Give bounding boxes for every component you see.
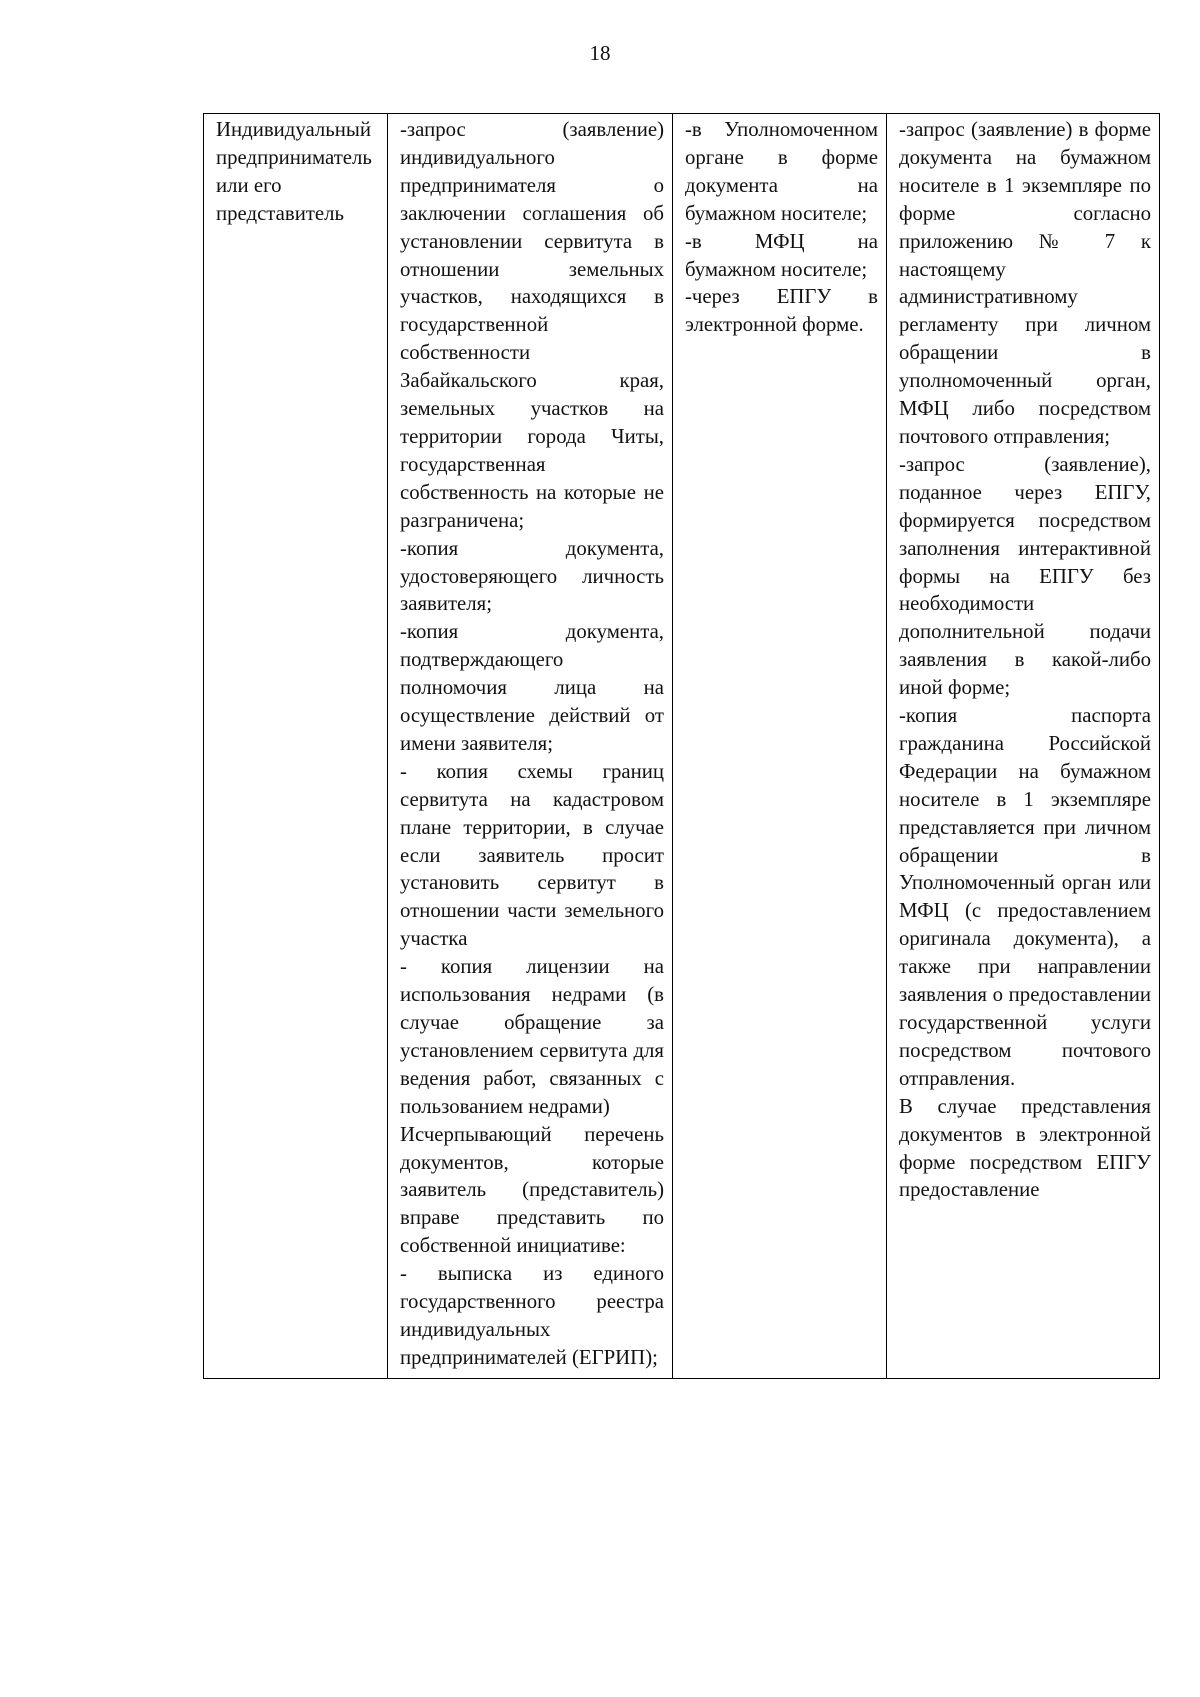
documents-cell — [388, 114, 673, 1379]
requirement-item: В случае представления документов в электронной форме посредством ЕПГУ предоставление — [899, 1094, 1151, 1202]
document-item: - копия схемы границ сервитута на кадастровом плане территории, в случае если заявитель просит установить сервитут в отношении части земельного участка — [400, 759, 664, 951]
submission-methods-cell — [673, 114, 887, 1379]
requirement-item: -запрос (заявление), поданное через ЕПГУ, формируется посредством заполнения интерактивной формы на ЕПГУ без необходимости дополнительной подачи заявления в какой-либо иной форме; — [899, 452, 1151, 700]
requirement-item: -копия паспорта гражданина Российской Федерации на бумажном носителе в 1 экземпляре представляется при личном обращении в Уполномоченный орган или МФЦ (с предоставлением оригинала документа), а также при направлении заявления о предоставлении государственной услуги посредством почтового отправления. — [899, 704, 1151, 1090]
applicant-text: Индивидуальный предприниматель или его представитель — [216, 118, 372, 225]
table-row — [204, 114, 1160, 1379]
document-item: -копия документа, удостоверяющего личность заявителя; — [400, 536, 664, 616]
document-item: -запрос (заявление) индивидуального предпринимателя о заключении соглашения об установлении сервитута в отношении земельных участков, находящихся в государственной собственности Забайкальского края, земельных участков на территории города Читы, государственная собственность на которые не разграничена; — [400, 118, 664, 532]
submission-method-item: -в Уполномоченном органе в форме документа на бумажном носителе; — [685, 118, 878, 225]
requirements-cell — [887, 114, 1160, 1379]
submission-method-item: -в МФЦ на бумажном носителе; — [685, 229, 878, 281]
requirement-item: -запрос (заявление) в форме документа на бумажном носителе в 1 экземпляре по форме согласно приложению № 7 к настоящему административному регламенту при личном обращении в уполномоченный орган, МФЦ либо посредством почтового отправления; — [899, 118, 1151, 448]
document-item: - копия лицензии на использования недрами (в случае обращение за установлением сервитута для ведения работ, связанных с пользованием недрами) — [400, 955, 664, 1118]
submission-method-item: -через ЕПГУ в электронной форме. — [685, 285, 878, 337]
document-table — [203, 113, 1160, 1379]
page-number: 18 — [589, 41, 611, 65]
document-item: Исчерпывающий перечень документов, которые заявитель (представитель) вправе представить по собственной инициативе: — [400, 1122, 664, 1258]
document-item: -копия документа, подтверждающего полномочия лица на осуществление действий от имени заявителя; — [400, 620, 664, 755]
applicant-cell — [204, 114, 388, 1379]
document-item: - выписка из единого государственного реестра индивидуальных предпринимателей (ЕГРИП); — [400, 1262, 664, 1369]
